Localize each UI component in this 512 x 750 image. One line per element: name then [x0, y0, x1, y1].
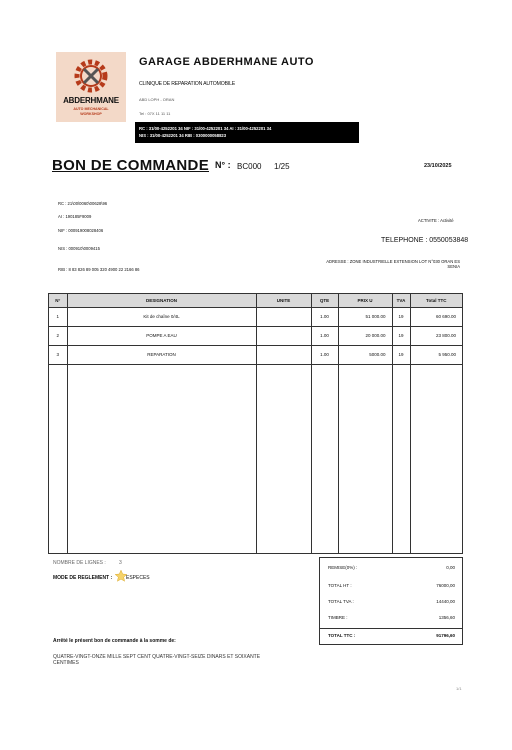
- header-tva: TVA: [392, 294, 410, 307]
- logo-tagline: AUTO MECHANICAL: [73, 107, 109, 111]
- company-phone: Tel : 07X 11 11 11: [139, 111, 171, 116]
- table-row: [49, 307, 462, 326]
- company-id-bar: [135, 122, 359, 143]
- logo-tagline-2: WORKSHOP: [80, 112, 102, 116]
- amount-in-words-label: Arrêté le présent bon de commande à la somme de:: [53, 638, 176, 644]
- header-quantity: QTE: [311, 294, 338, 307]
- logo-name: ABDERHMANE: [63, 96, 119, 105]
- totals-divider: [320, 628, 462, 629]
- amount-in-words: QUATRE-VINGT-ONZE MILLE SEPT CENT QUATRE-VINGT-SEIZE DINARS ET SOIXANTE CENTIMES: [53, 654, 261, 666]
- table-row: [49, 345, 462, 364]
- table-row: [49, 326, 462, 345]
- table-filler-row: [49, 364, 462, 553]
- row-number: 2: [49, 326, 67, 345]
- row-designation: Kit de chaîne 0/4L: [67, 307, 256, 326]
- row-unit: [256, 345, 311, 364]
- gear-wrench-icon: [73, 58, 109, 94]
- row-unit-price: 20 000.00: [338, 326, 392, 345]
- header-unit: UNITE: [256, 294, 311, 307]
- client-ai: AI : 190185F9009: [58, 214, 92, 219]
- stamp-label: TIMBRE :: [328, 615, 348, 620]
- company-logo: [56, 52, 126, 122]
- company-address: ABD LOPH - ORAN: [139, 97, 175, 102]
- client-rib: RIB : 8 83 826 89 005 320 4900 22 2166 86: [58, 267, 140, 272]
- row-quantity: 1.00: [311, 326, 338, 345]
- payment-mode-label: MODE DE REGLEMENT :: [53, 575, 113, 581]
- row-number: 1: [49, 307, 67, 326]
- row-tva: 19: [392, 345, 410, 364]
- row-designation: REPARATION: [67, 345, 256, 364]
- total-tva-row: [328, 599, 455, 604]
- company-id-line-1: RC : 31/00-4252201 34 NIF : 31/00-4252201 34 AI : 31/00-4252201 34: [139, 126, 272, 131]
- stamp-row: [328, 615, 455, 620]
- company-subtitle: CLINIQUE DE REPARATION AUTOMOBILE: [139, 81, 236, 87]
- document-title: BON DE COMMANDE: [52, 157, 209, 174]
- row-total: 23 800.00: [410, 326, 462, 345]
- row-number: 3: [49, 345, 67, 364]
- row-unit: [256, 307, 311, 326]
- line-count-value: 3: [119, 560, 122, 566]
- row-unit-price: 51 000.00: [338, 307, 392, 326]
- client-nis: NIS : 000910\0009415: [58, 246, 100, 251]
- total-ttc-value: 91796,60: [436, 633, 455, 638]
- row-unit-price: 5000.00: [338, 345, 392, 364]
- document-number-label: N° :: [215, 160, 231, 170]
- total-ht-label: TOTAL HT :: [328, 583, 352, 588]
- total-tva-label: TOTAL TVA :: [328, 599, 354, 604]
- client-rc: RC : 21\00\0060\00628\96: [58, 201, 108, 206]
- row-unit: [256, 326, 311, 345]
- discount-row: [328, 565, 455, 570]
- row-quantity: 1.00: [311, 307, 338, 326]
- company-name: GARAGE ABDERHMANE AUTO: [139, 56, 314, 68]
- discount-label: REMISE(0%) :: [328, 565, 358, 570]
- header-unit-price: PRIX U: [338, 294, 392, 307]
- row-designation: POMPE A EAU: [67, 326, 256, 345]
- client-address: ADRESSE : ZONE INDUSTRIELLE EXTENSION LOT N°030 ORAN ES SENIA: [326, 259, 460, 270]
- totals-box: [319, 557, 463, 645]
- discount-value: 0,00: [446, 565, 455, 570]
- row-tva: 19: [392, 326, 410, 345]
- items-table: [48, 293, 463, 554]
- total-ht-row: [328, 583, 455, 588]
- total-ttc-label: TOTAL TTC :: [328, 633, 356, 638]
- row-total: 60 690.00: [410, 307, 462, 326]
- client-activity: ACTIVITE : Activité: [418, 218, 454, 223]
- page-number: 1/1: [456, 686, 462, 691]
- payment-mode-value: ESPECES: [126, 575, 150, 581]
- row-quantity: 1.00: [311, 345, 338, 364]
- client-telephone: TELEPHONE : 0550053848: [381, 237, 469, 244]
- row-tva: 19: [392, 307, 410, 326]
- stamp-value: 1356,60: [438, 615, 455, 620]
- client-nif: NIF : 000919008028406: [58, 228, 104, 233]
- total-ttc-row: [328, 633, 455, 638]
- total-ht-value: 76000,00: [436, 583, 455, 588]
- row-total: 5 950.00: [410, 345, 462, 364]
- document-date: 23/10/2025: [424, 163, 452, 169]
- document-page: 1/25: [274, 162, 290, 171]
- header-total-ttc: Total TTC: [410, 294, 462, 307]
- company-id-line-2: NIS : 31/00-4252201 34 RIB : 0300000058823: [139, 133, 227, 138]
- header-number: N°: [49, 294, 67, 307]
- table-header: [49, 294, 462, 307]
- line-count-label: NOMBRE DE LIGNES :: [53, 560, 106, 566]
- document-number: BC000: [237, 162, 262, 171]
- total-tva-value: 14440,00: [436, 599, 455, 604]
- header-designation: DESIGNATION: [67, 294, 256, 307]
